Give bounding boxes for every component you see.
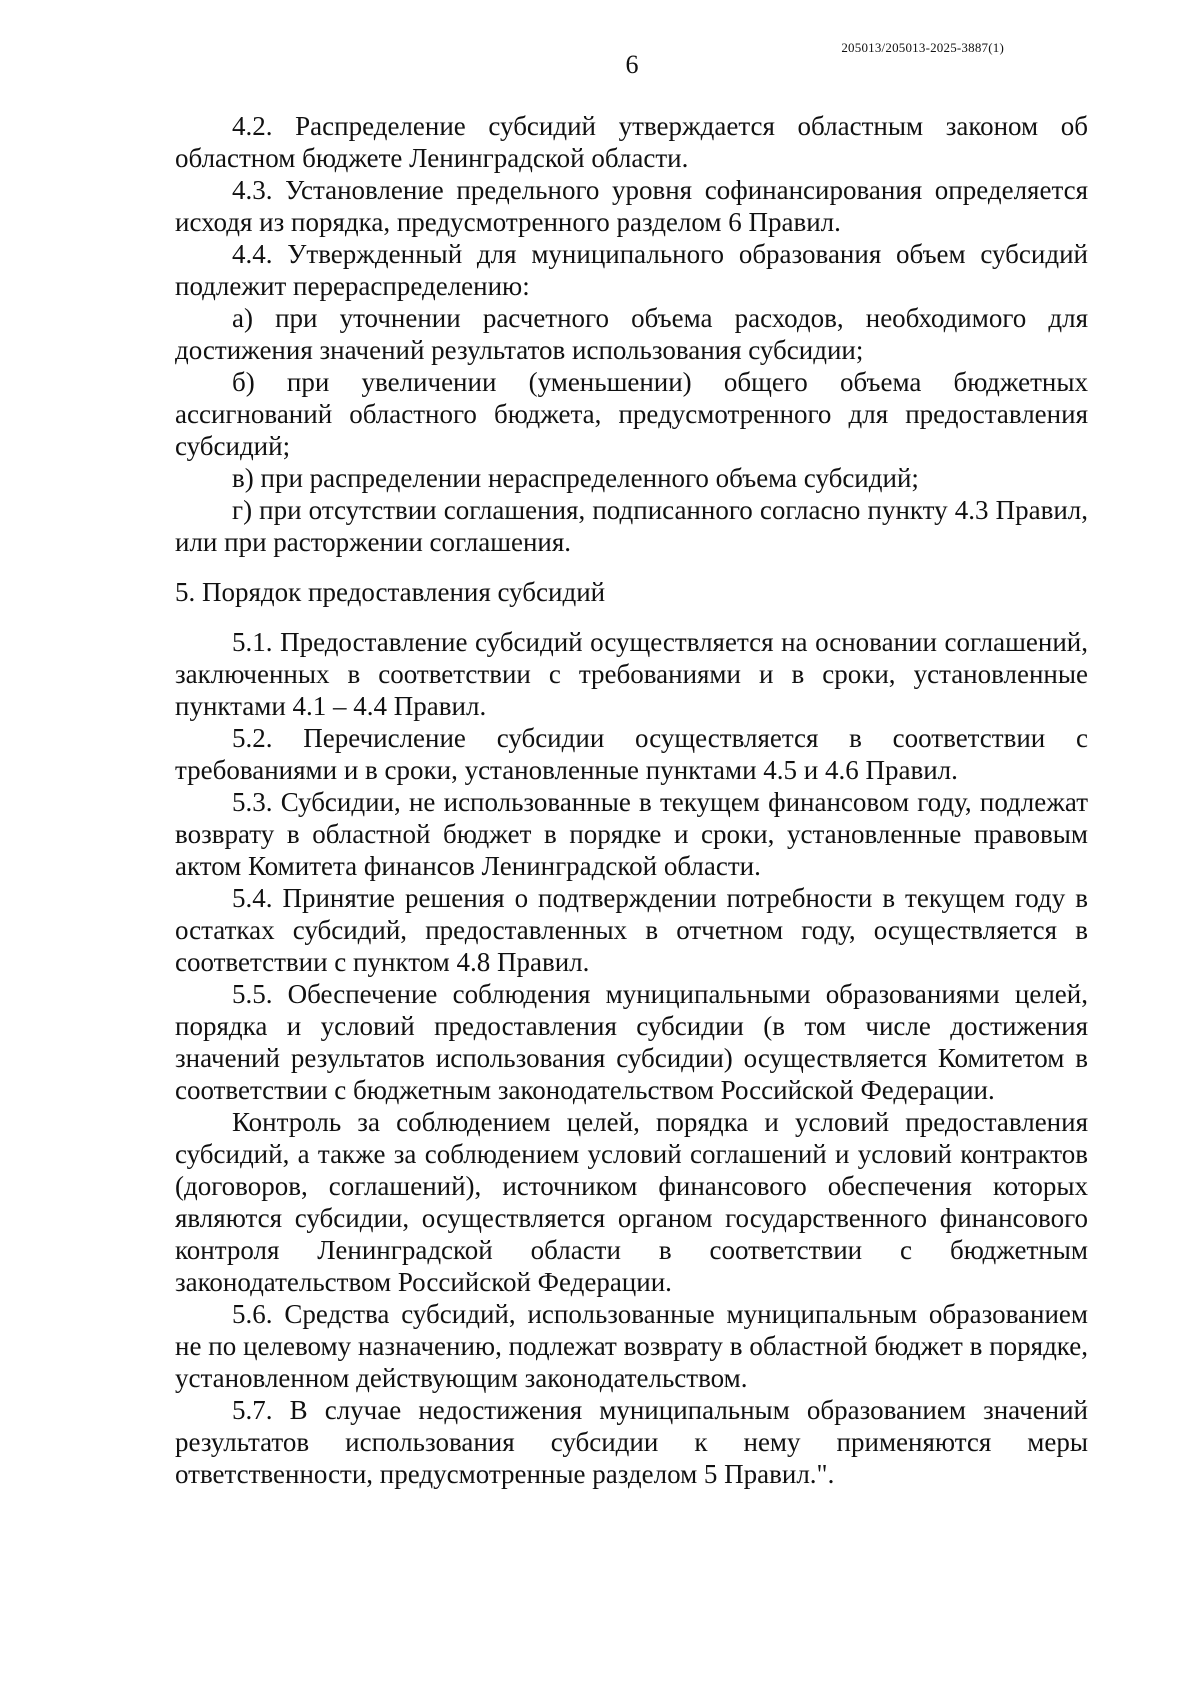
paragraph-4-4-a: а) при уточнении расчетного объема расходов, необходимого для достижения значений результатов использования субсидии; [175,303,1088,365]
paragraph-5-7: 5.7. В случае недостижения муниципальным образованием значений результатов использования субсидии к нему применяются меры ответственности, предусмотренные разделом 5 Правил.". [175,1395,1088,1489]
paragraph-4-4-g: г) при отсутствии соглашения, подписанного согласно пункту 4.3 Правил, или при расторжении соглашения. [175,495,1088,557]
paragraph-5-2: 5.2. Перечисление субсидии осуществляется в соответствии с требованиями и в сроки, установленные пунктами 4.5 и 4.6 Правил. [175,723,1088,785]
document-body [175,110,1088,1490]
paragraph-5-5: 5.5. Обеспечение соблюдения муниципальными образованиями целей, порядка и условий предоставления субсидии (в том числе достижения значений результатов использования субсидии) осуществляется Комитетом в соответствии с бюджетным законодательством Российской Федерации. [175,979,1088,1105]
section-heading: 5. Порядок предоставления субсидий [175,577,606,607]
paragraph-4-3: 4.3. Установление предельного уровня софинансирования определяется исходя из порядка, предусмотренного разделом 6 Правил. [175,175,1088,237]
paragraph-5-5-control: Контроль за соблюдением целей, порядка и условий предоставления субсидий, а также за соблюдением условий соглашений и условий контрактов (договоров, соглашений), источником финансового обеспечения которых являются субсидии, осуществляется органом государственного финансового контроля Ленинградской области в соответствии с бюджетным законодательством Российской Федерации. [175,1107,1088,1297]
paragraph-4-4-b: б) при увеличении (уменьшении) общего объема бюджетных ассигнований областного бюджета, предусмотренного для предоставления субсидий; [175,367,1088,461]
paragraph-5-1: 5.1. Предоставление субсидий осуществляется на основании соглашений, заключенных в соответствии с требованиями и в сроки, установленные пунктами 4.1 – 4.4 Правил. [175,627,1088,721]
page-number: 6 [625,50,639,79]
paragraph-4-2: 4.2. Распределение субсидий утверждается областным законом об областном бюджете Ленинградской области. [175,111,1088,173]
paragraph-4-4: 4.4. Утвержденный для муниципального образования объем субсидий подлежит перераспределению: [175,239,1088,301]
paragraph-5-3: 5.3. Субсидии, не использованные в текущем финансовом году, подлежат возврату в областной бюджет в порядке и сроки, установленные правовым актом Комитета финансов Ленинградской области. [175,787,1088,881]
paragraph-5-6: 5.6. Средства субсидий, использованные муниципальным образованием не по целевому назначению, подлежат возврату в областной бюджет в порядке, установленном действующим законодательством. [175,1299,1088,1393]
document-id: 205013/205013-2025-3887(1) [841,40,1004,55]
paragraph-5-4: 5.4. Принятие решения о подтверждении потребности в текущем году в остатках субсидий, предоставленных в отчетном году, осуществляется в соответствии с пунктом 4.8 Правил. [175,883,1088,977]
paragraph-4-4-v: в) при распределении нераспределенного объема субсидий; [232,463,919,493]
